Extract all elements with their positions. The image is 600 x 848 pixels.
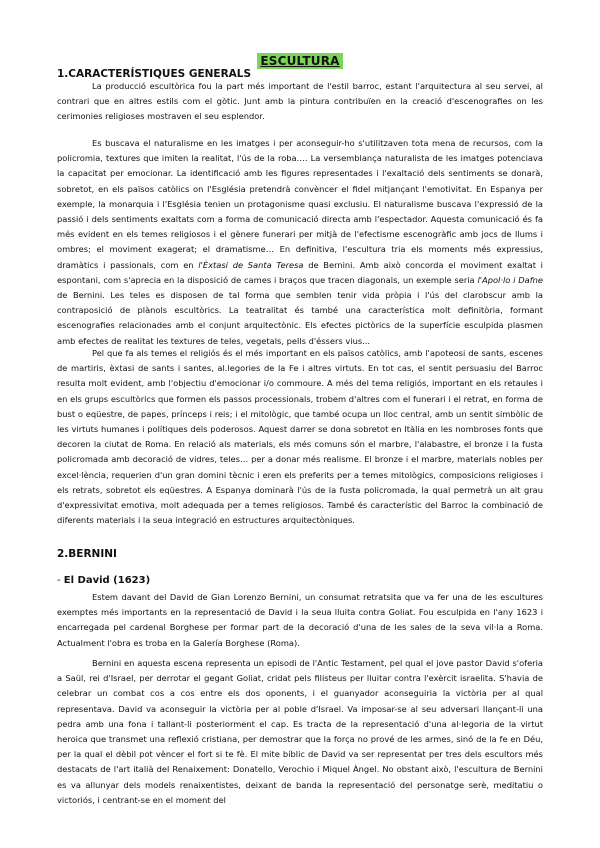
artwork-title-extasi: l'Èxtasi de Santa Teresa: [198, 259, 304, 270]
section2-paragraph-1: Estem davant del David de Gian Lorenzo Bernini, un consumat retratsita que va fer una de les escultures exemptes més importants en la representació de David i la seua lluita contra Goliat. Fou esculpida en l'any 1623 i encarregada pel cardenal Borghese per formar part de la decoració d'una de les sales de la seva vil·la a Roma. Actualment l'obra es troba en la Galería Borghese (Roma).: [57, 592, 543, 648]
section1-paragraph-2: [57, 136, 543, 349]
paragraph-text: de Bernini. Les teles es disposen de tal forma que semblen tenir vida pròpia i l'ús del clarobscur amb la contraposició de plànols escultòrics. La teatralitat és també una característica molt definitòria, formant escenografies relacionades amb el conjunt arquitectònic. Els efectes pictòrics de la superfície esculpida plasmen amb efectes de realitat les textures de teles, vegetals, pells d'éssers vius...: [57, 290, 543, 346]
section1-heading: 1.CARACTERÍSTIQUES GENERALS: [57, 68, 252, 80]
section1-paragraph-3: Pel que fa als temes el religiós és el més important en els països catòlics, amb l'apoteosi de sants, escenes de martiris, èxtasi de sants i santes, al.legories de la Fe i altres virtuts. En tot cas, el sentit persuasiu del Barroc resulta molt evident, amb l'objectiu d'emocionar i/o commoure. A més del tema religiós, important en els retaules i en els grups escultòrics que formen els passos processionals, trobem d'altres com el funerari i el retrat, en forma de bust o eqüestre, de papes, prínceps i reis; i el mitològic, que també ocupa un lloc central, amb un sentit simbòlic de les virtuts humanes i polítiques dels poderosos. Aquest darrer se dona sobretot en Itàlia en les nombroses fonts que decoren la ciutat de Roma. En relació als materials, els més comuns són el marbre, l'alabastre, el bronze i la fusta policromada amb decoració de vidres, teles… per a donar més realisme. El bronze i el marbre, materials nobles per excel·lència, requerien d'un gran domini tècnic i eren els preferits per a temes mitològics, composicions religioses i els retrats, sobretot els eqüestres. A Espanya dominarà l'ús de la fusta policromada, la qual permetrà un alt grau d'expressivitat emotiva, molt adequada per a temes religiosos. També és característic del Barroc la combinació de diferents materials i la seua integració en estructures arquitectòniques.: [57, 348, 543, 526]
title-wrap: [0, 50, 600, 69]
paragraph-text: de Bernini. Amb això concorda el moviment exaltat i espontani, com s'aprecia en la disposició de cames i braços que tracen diagonals, un exemple seria: [57, 259, 543, 285]
subheading-david: [57, 575, 150, 586]
subheading-title: El David (1623): [63, 575, 151, 586]
document-title: ESCULTURA: [257, 53, 342, 69]
paragraph-text: Es buscava el naturalisme en les imatges i per aconseguir-ho s'utilitzaven tota mena de recursos, com la policromia, textures que imiten la realitat, l'ús de la roba…. La versemblança naturalista de les imatges potenciava la capacitat per emocionar. La identificació amb les figures representades i l'exaltació dels sentiments se donarà, sobretot, en els països catòlics on l'Església pretendrà convèncer el fidel mitjançant l'emotivitat. En Espanya per exemple, la monarquia i l'Església tenien un protagonisme quasi exclusiu. El naturalisme buscava l'expressió de la passió i dels sentiments exaltats com a forma de comunicació directa amb l'espectador. Aquesta comunicació és fa més evident en els temes religiosos i el gènere funerari per mitjà de l'efectisme escenogràfic amb jocs de llums i ombres; el moviment exagerat; el dramatisme… En definitiva, l'escultura tria els moments més expressius, dramàtics i passionals, com en: [57, 138, 543, 270]
section1-paragraph-1: La producció escultòrica fou la part més important de l'estil barroc, estant l'arquitectura al seu servei, al contrari que en altres estils com el gòtic. Junt amb la pintura contribuïen en la creació d'escenografies on les cerimonies religioses mostraven el seu esplendor.: [57, 81, 543, 122]
artwork-title-apollo: l'Apol·lo i Dafne: [477, 274, 544, 285]
subheading-prefix: -: [57, 575, 64, 586]
section2-paragraph-2: Bernini en aquesta escena representa un episodi de l'Antic Testament, pel qual el jove pastor David s'oferia a Saül, rei d'Israel, per derrotar el gegant Goliat, cridat pels filisteus per lluitar contra l'exèrcit israelita. S'havia de celebrar un combat cos a cos entre els dos oponents, i el guanyador aconseguiria la victòria per al qual representava. David va aconseguir la victòria per al poble d'Israel. Va imposar-se al seu adversari llançant-li una pedra amb una fona i tallant-li posteriorment el cap. Es tracta de la representació d'una al·legoria de la virtut heroica que transmet una reflexió cristiana, per demostrar que la força no prové de les armes, sinó de la fe en Déu, per la qual el dèbil pot vèncer el fort si te fè. El mite bíblic de David va ser representat per tres dels escultors més destacats de l'art italià del Renaixement: Donatello, Verochio i Miquel Àngel. No obstant això, l'escultura de Bernini es va allunyar dels models renaixentistes, deixant de banda la representació del personatge serè, meditatiu o victoriós, i centrant-se en el moment del: [57, 658, 543, 805]
section2-heading: 2.BERNINI: [57, 548, 117, 560]
